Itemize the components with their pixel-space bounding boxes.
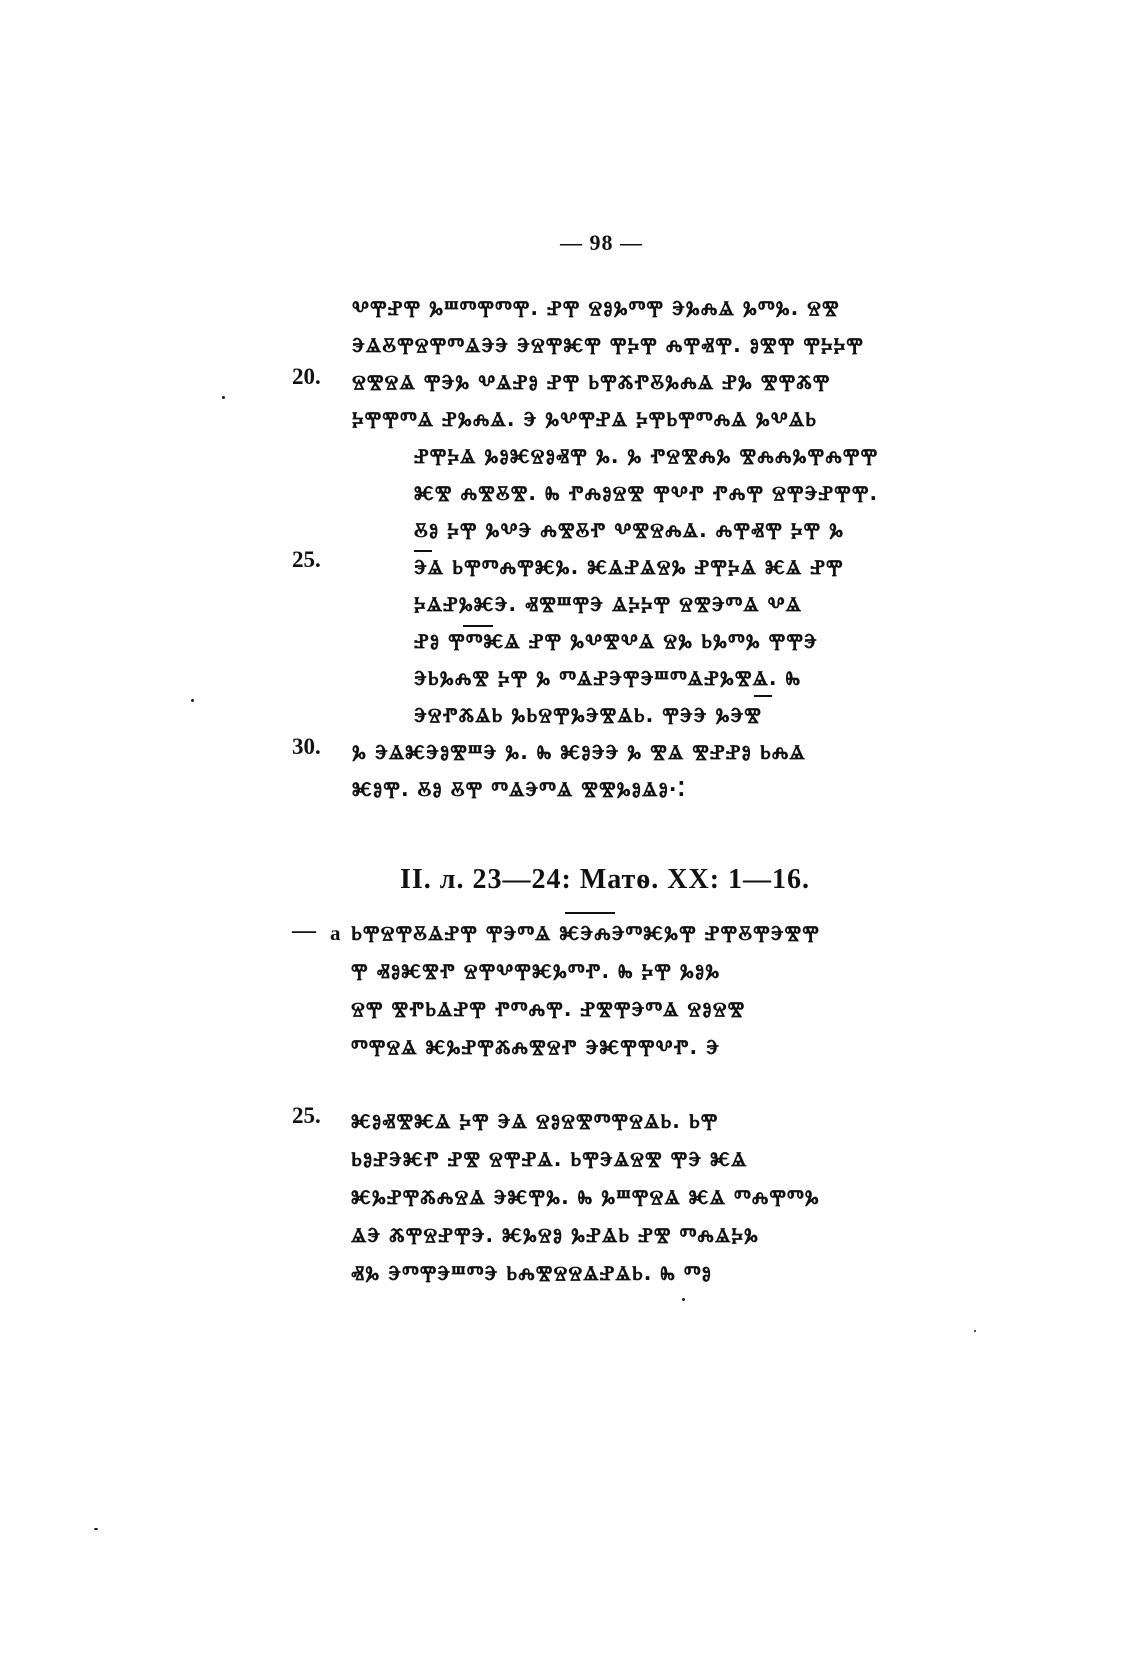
glagolitic-text-line-5: ⰐⰉⰍⰡ ⰃⰑⰨⰔⰑⰟⰉ Ⰳ. Ⰳ ⰒⰔⰊⰎⰃ ⰊⰎⰎⰃⰉⰎⰉⰉ (414, 444, 879, 468)
glagolitic-text-line-20: ⰓⰑⰐⰅⰨⰒ ⰐⰊ ⰔⰉⰐⰡ. ⰓⰉⰅⰡⰔⰊ ⰉⰅ ⰨⰡ (351, 1147, 748, 1171)
glagolitic-text-line-15: ⰓⰉⰔⰉⰋⰡⰐⰉ ⰉⰅⰕⰡ ⰨⰅⰎⰅⰕⰨⰃⰉ ⰐⰉⰋⰉⰅⰊⰉ (351, 921, 820, 945)
glagolitic-text-line-4: ⰍⰉⰉⰕⰡ ⰐⰃⰎⰡ. Ⰵ ⰃⰂⰉⰐⰡ ⰍⰉⰓⰉⰕⰎⰡ ⰃⰂⰡⰓ (352, 407, 818, 431)
line-number-25-second-section: 25. (292, 1103, 321, 1128)
glagolitic-text-line-17: ⰔⰉ ⰊⰒⰓⰡⰐⰉ ⰒⰕⰎⰉ. ⰐⰊⰉⰅⰕⰡ ⰔⰑⰔⰊ (351, 997, 746, 1021)
glagolitic-text-line-10: ⰐⰑ ⰉⰕⰨⰡ ⰐⰉ ⰃⰂⰊⰂⰡ ⰔⰃ ⰓⰃⰕⰃ ⰉⰉⰅ (414, 629, 818, 653)
section-marker-letter: а (330, 921, 341, 945)
glagolitic-text-line-11: ⰅⰓⰃⰎⰊ ⰍⰉ Ⰳ ⰕⰡⰐⰅⰉⰅⰞⰕⰡⰐⰃⰊⰡ. Ⰸ (414, 666, 802, 690)
paper-speck (974, 1330, 976, 1332)
glagolitic-text-line-23: ⰟⰃ ⰅⰕⰉⰅⰞⰕⰅ ⰓⰎⰊⰔⰔⰡⰐⰡⰓ. Ⰸ ⰕⰑ (351, 1261, 713, 1285)
glagolitic-text-line-18: ⰕⰉⰔⰡ ⰨⰃⰐⰉⰆⰎⰊⰔⰒ ⰅⰨⰉⰉⰂⰒ. Ⰵ (351, 1035, 720, 1059)
page-number: — 98 — (560, 230, 643, 255)
titlo-overline-mark (754, 695, 772, 697)
glagolitic-text-line-16: Ⰹ ⰟⰑⰨⰊⰒ ⰔⰉⰂⰉⰨⰃⰕⰒ. Ⰸ ⰍⰉ ⰃⰑⰃ (351, 959, 721, 983)
titlo-overline-mark (463, 625, 493, 627)
glagolitic-text-line-2: ⰅⰡⰋⰉⰔⰉⰕⰡⰅⰅ ⰅⰔⰉⰨⰉ ⰉⰍⰉ ⰎⰉⰟⰉ. ⰑⰊⰉ ⰉⰍⰍⰉ (352, 333, 864, 357)
titlo-overline-mark (565, 912, 615, 914)
line-number-20: 20. (292, 364, 321, 389)
glagolitic-text-line-21: ⰨⰃⰐⰉⰆⰎⰔⰡ ⰅⰨⰉⰃ. Ⰸ ⰃⰞⰉⰔⰡ ⰨⰡ ⰕⰎⰉⰕⰃ (351, 1185, 820, 1209)
titlo-overline-mark (414, 550, 432, 552)
glagolitic-text-line-22: ⰡⰅ ⰆⰉⰔⰐⰉⰅ. ⰨⰃⰔⰑ ⰃⰐⰡⰓ ⰐⰊ ⰕⰎⰡⰍⰃ (351, 1223, 759, 1247)
glagolitic-text-line-13: Ⰳ ⰅⰡⰨⰅⰑⰊⰞⰅ Ⰳ. Ⰸ ⰨⰑⰅⰅ Ⰳ ⰊⰡ ⰊⰐⰐⰑ ⰓⰎⰡ (352, 740, 806, 764)
paper-speck (94, 1528, 98, 1530)
glagolitic-text-line-9: ⰍⰡⰐⰃⰨⰅ. ⰟⰊⰞⰉⰅ ⰡⰍⰍⰉ ⰔⰊⰅⰕⰡ ⰂⰡ (414, 592, 803, 616)
glagolitic-text-line-3: ⰔⰊⰔⰡ ⰉⰅⰃ ⰂⰡⰐⰑ ⰐⰉ ⰓⰉⰆⰒⰋⰃⰎⰡ ⰐⰃ ⰊⰉⰆⰉ (352, 370, 831, 394)
glagolitic-text-line-14: ⰨⰑⰉ. ⰋⰑ ⰋⰉ ⰕⰡⰅⰕⰡ ⰊⰊⰃⰑⰡⰑ·⁚ (352, 777, 687, 801)
section-heading: II. л. 23—24: Матѳ. XX: 1—16. (400, 864, 811, 895)
line-number-30: 30. (292, 734, 321, 759)
glagolitic-text-line-7: ⰋⰑ ⰍⰉ ⰃⰂⰅ ⰎⰊⰋⰒ ⰂⰊⰔⰎⰡ. ⰎⰉⰟⰉ ⰍⰉ Ⰳ (414, 518, 845, 542)
paper-speck (682, 1298, 685, 1301)
glagolitic-text-line-6: ⰨⰊ ⰎⰊⰋⰊ. Ⰸ ⰒⰎⰑⰔⰊ ⰉⰂⰒ ⰒⰎⰉ ⰔⰉⰅⰐⰉⰉ. (414, 481, 879, 505)
section-lead-dash: — (292, 918, 316, 944)
glagolitic-text-line-19: ⰨⰑⰟⰊⰨⰡ ⰍⰉ ⰅⰡ ⰔⰑⰔⰊⰕⰉⰔⰡⰓ. ⰓⰉ (351, 1109, 719, 1133)
glagolitic-text-line-12: ⰅⰔⰒⰆⰡⰓ ⰃⰓⰔⰉⰃⰅⰊⰡⰓ. ⰉⰅⰅ ⰃⰅⰊ (414, 703, 762, 727)
line-number-25: 25. (292, 547, 321, 572)
paper-speck (191, 699, 194, 702)
paper-speck (222, 396, 225, 399)
glagolitic-text-line-8: ⰅⰡ ⰓⰉⰕⰎⰉⰨⰃ. ⰨⰡⰐⰡⰔⰃ ⰐⰉⰍⰡ ⰨⰡ ⰐⰉ (414, 555, 844, 579)
glagolitic-text-line-1: ⰂⰉⰐⰉ ⰃⰞⰕⰉⰕⰉ. ⰐⰉ ⰔⰑⰃⰕⰉ ⰅⰃⰎⰡ ⰃⰕⰃ. ⰔⰊ (352, 296, 840, 320)
